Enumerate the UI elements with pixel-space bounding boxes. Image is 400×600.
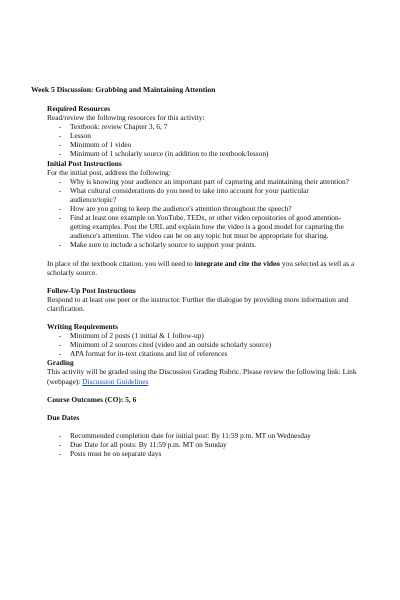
initial-post-note: In place of the textbook citation, you will need to integrate and cite the video you selected as well as a scholarly source.: [47, 258, 355, 277]
list-item: - Find at least one example on YouTube, TEDx, or other video repositories of good attention-getting examples. Post the URL and explain how the video is a good model for capturing the audience's attention. The video can be on any topic but must be appropriate for sharing.: [59, 213, 344, 241]
initial-post-list: [47, 177, 357, 250]
discussion-guidelines-link[interactable]: Discussion Guidelines: [82, 376, 149, 386]
follow-up-section: [47, 286, 357, 313]
bullet-icon: -: [59, 240, 62, 250]
follow-up-text: Respond to at least one peer or the instructor. Further the dialogue by providing more information and clarification.: [47, 294, 349, 313]
grading-heading: Grading: [47, 358, 74, 368]
list-item: - Minimum of 1 scholarly source (in addition to the textbook/lesson): [59, 149, 269, 159]
bullet-icon: -: [59, 340, 62, 350]
list-item: - Textbook: review Chapter 3, 6, 7: [59, 122, 168, 132]
list-item: - Lesson: [59, 131, 91, 141]
list-item: - Recommended completion date for initial post: By 11:59 p.m. MT on Wednesday: [59, 430, 311, 440]
list-item: - Make sure to include a scholarly source to support your points.: [59, 240, 257, 250]
writing-requirements-section: [47, 322, 357, 358]
bullet-icon: -: [59, 430, 62, 440]
required-resources-section: [47, 104, 357, 159]
document-title: Week 5 Discussion: Grabbing and Maintaining Attention: [31, 85, 216, 94]
course-outcomes: Course Outcomes (CO): 5, 6: [47, 394, 137, 404]
due-dates-section: [47, 413, 357, 458]
bullet-icon: -: [59, 349, 62, 359]
document-body: [47, 104, 357, 458]
list-item: - Why is knowing your audience an important part of capturing and maintaining their attention?: [59, 176, 349, 186]
bullet-icon: -: [59, 185, 62, 195]
list-item: - Minimum of 2 posts (1 initial & 1 follow-up): [59, 331, 204, 341]
list-item: - Due Date for all posts: By 11:59 p.m. MT on Sunday: [59, 439, 227, 449]
required-resources-list: [47, 122, 357, 158]
list-item: - What cultural considerations do you need to take into account for your particular audience/topic?: [59, 185, 309, 204]
writing-requirements-list: [47, 331, 357, 358]
bullet-icon: -: [59, 449, 62, 458]
initial-post-heading: Initial Post Instructions: [47, 158, 122, 168]
bullet-icon: -: [59, 213, 62, 223]
bullet-icon: -: [59, 131, 62, 141]
bullet-icon: -: [59, 176, 62, 186]
bullet-icon: -: [59, 204, 62, 214]
grading-section: [47, 358, 357, 385]
bullet-icon: -: [59, 149, 62, 159]
bullet-icon: -: [59, 122, 62, 132]
list-item: - Posts must be on separate days: [59, 449, 162, 458]
due-dates-heading: Due Dates: [47, 412, 80, 422]
list-item: - Minimum of 1 video: [59, 140, 132, 150]
due-dates-list: [47, 431, 357, 458]
grading-text: This activity will be graded using the Discussion Grading Rubric. Please review the following link: Link (webpage): Discussion Guidelines: [47, 367, 357, 386]
initial-post-section: [47, 159, 357, 277]
list-item: - Minimum of 2 sources cited (video and an outside scholarly source): [59, 340, 272, 350]
bullet-icon: -: [59, 140, 62, 150]
bullet-icon: -: [59, 331, 62, 341]
bullet-icon: -: [59, 439, 62, 449]
list-item: - How are you going to keep the audience's attention throughout the speech?: [59, 204, 292, 214]
list-item: - APA format for in-text citations and list of references: [59, 349, 228, 359]
follow-up-heading: Follow-Up Post Instructions: [47, 285, 136, 295]
required-resources-heading: Required Resources: [47, 104, 111, 113]
required-resources-intro: Read/review the following resources for this activity:: [47, 113, 205, 123]
writing-requirements-heading: Writing Requirements: [47, 321, 118, 331]
initial-post-intro: For the initial post, address the following:: [47, 167, 171, 177]
